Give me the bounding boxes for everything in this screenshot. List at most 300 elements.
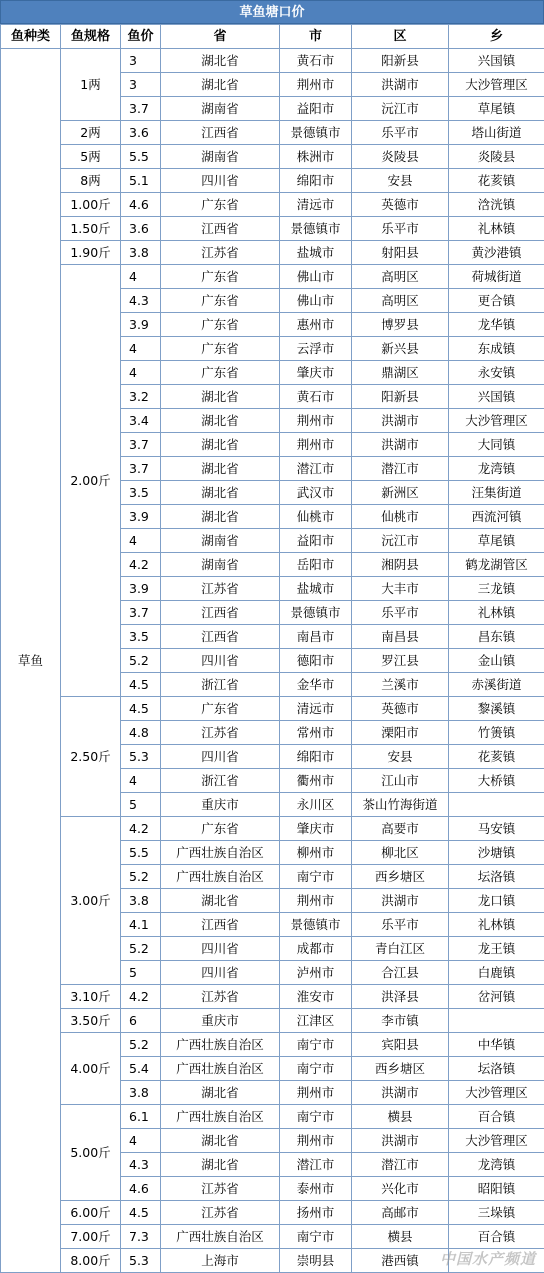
district-cell: 宾阳县: [352, 1033, 449, 1057]
district-cell: 合江县: [352, 961, 449, 985]
town-cell: 龙湾镇: [449, 1153, 544, 1177]
city-cell: 南宁市: [280, 1033, 352, 1057]
town-cell: 黎溪镇: [449, 697, 544, 721]
district-cell: 新兴县: [352, 337, 449, 361]
district-cell: 潜江市: [352, 457, 449, 481]
district-cell: 阳新县: [352, 385, 449, 409]
town-cell: 西流河镇: [449, 505, 544, 529]
town-cell: 塔山街道: [449, 121, 544, 145]
town-cell: 草尾镇: [449, 529, 544, 553]
district-cell: 射阳县: [352, 241, 449, 265]
price-cell: 5.5: [121, 841, 161, 865]
city-cell: 南宁市: [280, 865, 352, 889]
district-cell: 青白江区: [352, 937, 449, 961]
city-cell: 荆州市: [280, 889, 352, 913]
price-cell: 3.9: [121, 313, 161, 337]
town-cell: 中华镇: [449, 1033, 544, 1057]
price-cell: 4.6: [121, 193, 161, 217]
district-cell: 英德市: [352, 193, 449, 217]
province-cell: 广西壮族自治区: [161, 865, 280, 889]
province-cell: 湖北省: [161, 1129, 280, 1153]
province-cell: 江苏省: [161, 721, 280, 745]
province-cell: 湖北省: [161, 1153, 280, 1177]
district-cell: 乐平市: [352, 121, 449, 145]
province-cell: 广西壮族自治区: [161, 1105, 280, 1129]
city-cell: 云浮市: [280, 337, 352, 361]
price-cell: 4: [121, 529, 161, 553]
district-cell: 乐平市: [352, 913, 449, 937]
town-cell: 龙口镇: [449, 889, 544, 913]
spec-cell: 2.50斤: [61, 697, 121, 817]
city-cell: 绵阳市: [280, 745, 352, 769]
province-cell: 广东省: [161, 361, 280, 385]
price-cell: 4.1: [121, 913, 161, 937]
city-cell: 荆州市: [280, 1081, 352, 1105]
town-cell: 金山镇: [449, 649, 544, 673]
province-cell: 上海市: [161, 1249, 280, 1273]
district-cell: 阳新县: [352, 49, 449, 73]
city-cell: 绵阳市: [280, 169, 352, 193]
city-cell: 扬州市: [280, 1201, 352, 1225]
province-cell: 江苏省: [161, 1177, 280, 1201]
price-cell: 5.3: [121, 1249, 161, 1273]
city-cell: 株洲市: [280, 145, 352, 169]
district-cell: 西乡塘区: [352, 865, 449, 889]
town-cell: 大桥镇: [449, 769, 544, 793]
price-cell: 5: [121, 961, 161, 985]
table-row: [1, 193, 544, 217]
province-cell: 重庆市: [161, 1009, 280, 1033]
district-cell: 高要市: [352, 817, 449, 841]
city-cell: 南昌市: [280, 625, 352, 649]
city-cell: 益阳市: [280, 97, 352, 121]
price-cell: 5.2: [121, 1033, 161, 1057]
city-cell: 潜江市: [280, 457, 352, 481]
city-cell: 永川区: [280, 793, 352, 817]
province-cell: 江苏省: [161, 241, 280, 265]
province-cell: 广东省: [161, 697, 280, 721]
table-row: [1, 241, 544, 265]
watermark-logo: 中国水产频道: [439, 1250, 536, 1268]
price-cell: 5.1: [121, 169, 161, 193]
price-cell: 4: [121, 769, 161, 793]
province-cell: 江西省: [161, 121, 280, 145]
province-cell: 广西壮族自治区: [161, 1033, 280, 1057]
spec-cell: 3.50斤: [61, 1009, 121, 1033]
town-cell: 赤溪街道: [449, 673, 544, 697]
spec-cell: 2.00斤: [61, 265, 121, 697]
district-cell: 高明区: [352, 265, 449, 289]
district-cell: 高明区: [352, 289, 449, 313]
town-cell: [449, 1009, 544, 1033]
header-province: 省: [161, 25, 280, 49]
city-cell: 潜江市: [280, 1153, 352, 1177]
city-cell: 崇明县: [280, 1249, 352, 1273]
price-cell: 4.2: [121, 553, 161, 577]
district-cell: 仙桃市: [352, 505, 449, 529]
province-cell: 江西省: [161, 913, 280, 937]
province-cell: 广西壮族自治区: [161, 1225, 280, 1249]
price-cell: 3: [121, 49, 161, 73]
district-cell: 柳北区: [352, 841, 449, 865]
spec-cell: 4.00斤: [61, 1033, 121, 1105]
town-cell: 永安镇: [449, 361, 544, 385]
district-cell: 沅江市: [352, 529, 449, 553]
town-cell: 百合镇: [449, 1105, 544, 1129]
header-town: 乡: [449, 25, 544, 49]
town-cell: 沙塘镇: [449, 841, 544, 865]
table-row: [1, 1105, 544, 1129]
price-cell: 5.2: [121, 937, 161, 961]
town-cell: 兴国镇: [449, 49, 544, 73]
city-cell: 江津区: [280, 1009, 352, 1033]
district-cell: 兰溪市: [352, 673, 449, 697]
town-cell: 坛洛镇: [449, 865, 544, 889]
province-cell: 湖北省: [161, 457, 280, 481]
spec-cell: 1.50斤: [61, 217, 121, 241]
town-cell: 龙王镇: [449, 937, 544, 961]
header-row: [1, 25, 544, 49]
table-row: [1, 985, 544, 1009]
district-cell: 湘阴县: [352, 553, 449, 577]
header-spec: 鱼规格: [61, 25, 121, 49]
city-cell: 南宁市: [280, 1105, 352, 1129]
district-cell: 洪湖市: [352, 73, 449, 97]
province-cell: 湖南省: [161, 529, 280, 553]
district-cell: 洪湖市: [352, 409, 449, 433]
district-cell: 横县: [352, 1105, 449, 1129]
province-cell: 广西壮族自治区: [161, 841, 280, 865]
city-cell: 南宁市: [280, 1057, 352, 1081]
district-cell: 炎陵县: [352, 145, 449, 169]
table-row: [1, 145, 544, 169]
city-cell: 肇庆市: [280, 361, 352, 385]
price-cell: 4: [121, 1129, 161, 1153]
table-row: [1, 1009, 544, 1033]
price-cell: 5.4: [121, 1057, 161, 1081]
price-cell: 3.8: [121, 1081, 161, 1105]
price-cell: 4.5: [121, 673, 161, 697]
table-row: [1, 217, 544, 241]
town-cell: 更合镇: [449, 289, 544, 313]
province-cell: 江西省: [161, 601, 280, 625]
city-cell: 岳阳市: [280, 553, 352, 577]
town-cell: 三垛镇: [449, 1201, 544, 1225]
city-cell: 盐城市: [280, 241, 352, 265]
city-cell: 泰州市: [280, 1177, 352, 1201]
province-cell: 湖北省: [161, 481, 280, 505]
city-cell: 惠州市: [280, 313, 352, 337]
province-cell: 四川省: [161, 169, 280, 193]
price-table: [0, 24, 544, 1273]
price-cell: 3.4: [121, 409, 161, 433]
species-cell: 草鱼: [1, 49, 61, 1273]
city-cell: 黄石市: [280, 49, 352, 73]
district-cell: 博罗县: [352, 313, 449, 337]
city-cell: 佛山市: [280, 265, 352, 289]
city-cell: 肇庆市: [280, 817, 352, 841]
province-cell: 湖南省: [161, 97, 280, 121]
town-cell: 礼林镇: [449, 601, 544, 625]
city-cell: 盐城市: [280, 577, 352, 601]
city-cell: 武汉市: [280, 481, 352, 505]
price-cell: 5.2: [121, 865, 161, 889]
district-cell: 沅江市: [352, 97, 449, 121]
city-cell: 景德镇市: [280, 601, 352, 625]
district-cell: 溧阳市: [352, 721, 449, 745]
spec-cell: 5.00斤: [61, 1105, 121, 1201]
city-cell: 荆州市: [280, 1129, 352, 1153]
price-cell: 4.8: [121, 721, 161, 745]
price-cell: 4.3: [121, 289, 161, 313]
city-cell: 南宁市: [280, 1225, 352, 1249]
district-cell: 潜江市: [352, 1153, 449, 1177]
district-cell: 鼎湖区: [352, 361, 449, 385]
district-cell: 茶山竹海街道: [352, 793, 449, 817]
district-cell: 横县: [352, 1225, 449, 1249]
table-row: [1, 169, 544, 193]
province-cell: 湖南省: [161, 553, 280, 577]
town-cell: 竹箦镇: [449, 721, 544, 745]
price-cell: 4.6: [121, 1177, 161, 1201]
town-cell: 汪集街道: [449, 481, 544, 505]
spec-cell: 7.00斤: [61, 1225, 121, 1249]
district-cell: 江山市: [352, 769, 449, 793]
district-cell: 洪泽县: [352, 985, 449, 1009]
price-cell: 3.8: [121, 241, 161, 265]
town-cell: 大同镇: [449, 433, 544, 457]
table-row: [1, 49, 544, 73]
price-cell: 4.2: [121, 985, 161, 1009]
price-cell: 4.2: [121, 817, 161, 841]
price-cell: 3.7: [121, 97, 161, 121]
city-cell: 景德镇市: [280, 217, 352, 241]
town-cell: 白鹿镇: [449, 961, 544, 985]
header-city: 市: [280, 25, 352, 49]
province-cell: 广东省: [161, 193, 280, 217]
city-cell: 成都市: [280, 937, 352, 961]
district-cell: 港西镇: [352, 1249, 449, 1273]
spec-cell: 8.00斤: [61, 1249, 121, 1273]
header-district: 区: [352, 25, 449, 49]
district-cell: 新洲区: [352, 481, 449, 505]
province-cell: 广东省: [161, 265, 280, 289]
spec-cell: 1.90斤: [61, 241, 121, 265]
price-cell: 4.5: [121, 1201, 161, 1225]
price-cell: 3: [121, 73, 161, 97]
town-cell: 兴国镇: [449, 385, 544, 409]
price-cell: 5.2: [121, 649, 161, 673]
province-cell: 江苏省: [161, 1201, 280, 1225]
province-cell: 浙江省: [161, 673, 280, 697]
province-cell: 广东省: [161, 817, 280, 841]
town-cell: 浛洸镇: [449, 193, 544, 217]
district-cell: 高邮市: [352, 1201, 449, 1225]
province-cell: 四川省: [161, 961, 280, 985]
price-cell: 3.6: [121, 217, 161, 241]
district-cell: 南昌县: [352, 625, 449, 649]
town-cell: 大沙管理区: [449, 409, 544, 433]
town-cell: 龙华镇: [449, 313, 544, 337]
city-cell: 常州市: [280, 721, 352, 745]
town-cell: 大沙管理区: [449, 1081, 544, 1105]
header-species: 鱼种类: [1, 25, 61, 49]
city-cell: 泸州市: [280, 961, 352, 985]
spec-cell: 3.00斤: [61, 817, 121, 985]
district-cell: 洪湖市: [352, 433, 449, 457]
town-cell: 坛洛镇: [449, 1057, 544, 1081]
province-cell: 四川省: [161, 937, 280, 961]
table-row: [1, 1033, 544, 1057]
price-cell: 3.9: [121, 577, 161, 601]
district-cell: 乐平市: [352, 601, 449, 625]
province-cell: 江苏省: [161, 577, 280, 601]
price-cell: 4.3: [121, 1153, 161, 1177]
city-cell: 淮安市: [280, 985, 352, 1009]
town-cell: 礼林镇: [449, 217, 544, 241]
table-row: [1, 697, 544, 721]
city-cell: 益阳市: [280, 529, 352, 553]
province-cell: 广东省: [161, 313, 280, 337]
town-cell: 大沙管理区: [449, 1129, 544, 1153]
province-cell: 湖北省: [161, 505, 280, 529]
price-cell: 3.7: [121, 601, 161, 625]
price-cell: 3.7: [121, 457, 161, 481]
town-cell: 昌东镇: [449, 625, 544, 649]
province-cell: 江苏省: [161, 985, 280, 1009]
price-cell: 3.8: [121, 889, 161, 913]
province-cell: 湖北省: [161, 385, 280, 409]
price-cell: 3.5: [121, 481, 161, 505]
province-cell: 广东省: [161, 289, 280, 313]
town-cell: 百合镇: [449, 1225, 544, 1249]
province-cell: 四川省: [161, 745, 280, 769]
spec-cell: 1.00斤: [61, 193, 121, 217]
price-cell: 5.3: [121, 745, 161, 769]
table-title: 草鱼塘口价: [0, 0, 544, 24]
spec-cell: 2两: [61, 121, 121, 145]
price-cell: 3.9: [121, 505, 161, 529]
city-cell: 景德镇市: [280, 913, 352, 937]
price-cell: 4: [121, 337, 161, 361]
province-cell: 湖北省: [161, 433, 280, 457]
city-cell: 清远市: [280, 697, 352, 721]
table-body: [1, 49, 544, 1273]
spec-cell: 1两: [61, 49, 121, 121]
province-cell: 湖北省: [161, 889, 280, 913]
town-cell: 昭阳镇: [449, 1177, 544, 1201]
town-cell: 马安镇: [449, 817, 544, 841]
province-cell: 湖北省: [161, 73, 280, 97]
city-cell: 衢州市: [280, 769, 352, 793]
spec-cell: 6.00斤: [61, 1201, 121, 1225]
spec-cell: 3.10斤: [61, 985, 121, 1009]
district-cell: 李市镇: [352, 1009, 449, 1033]
city-cell: 荆州市: [280, 433, 352, 457]
spec-cell: 5两: [61, 145, 121, 169]
city-cell: 荆州市: [280, 73, 352, 97]
district-cell: 大丰市: [352, 577, 449, 601]
table-row: [1, 121, 544, 145]
town-cell: 三龙镇: [449, 577, 544, 601]
province-cell: 四川省: [161, 649, 280, 673]
price-cell: 4: [121, 265, 161, 289]
district-cell: 兴化市: [352, 1177, 449, 1201]
district-cell: 洪湖市: [352, 1129, 449, 1153]
province-cell: 重庆市: [161, 793, 280, 817]
town-cell: [449, 793, 544, 817]
town-cell: 炎陵县: [449, 145, 544, 169]
town-cell: 东成镇: [449, 337, 544, 361]
province-cell: 湖北省: [161, 49, 280, 73]
city-cell: 柳州市: [280, 841, 352, 865]
city-cell: 荆州市: [280, 409, 352, 433]
province-cell: 湖北省: [161, 1081, 280, 1105]
city-cell: 德阳市: [280, 649, 352, 673]
province-cell: 江西省: [161, 217, 280, 241]
price-cell: 4: [121, 361, 161, 385]
town-cell: 花荄镇: [449, 169, 544, 193]
town-cell: 荷城街道: [449, 265, 544, 289]
table-row: [1, 1201, 544, 1225]
district-cell: 洪湖市: [352, 1081, 449, 1105]
town-cell: 岔河镇: [449, 985, 544, 1009]
district-cell: 洪湖市: [352, 889, 449, 913]
price-cell: 3.2: [121, 385, 161, 409]
town-cell: 黄沙港镇: [449, 241, 544, 265]
price-cell: 3.5: [121, 625, 161, 649]
city-cell: 景德镇市: [280, 121, 352, 145]
district-cell: 西乡塘区: [352, 1057, 449, 1081]
district-cell: 乐平市: [352, 217, 449, 241]
town-cell: 草尾镇: [449, 97, 544, 121]
city-cell: 仙桃市: [280, 505, 352, 529]
price-cell: 3.6: [121, 121, 161, 145]
city-cell: 黄石市: [280, 385, 352, 409]
province-cell: 广东省: [161, 337, 280, 361]
price-table-container: [0, 24, 544, 1273]
price-cell: 4.5: [121, 697, 161, 721]
table-row: [1, 1225, 544, 1249]
district-cell: 罗江县: [352, 649, 449, 673]
town-cell: 礼林镇: [449, 913, 544, 937]
district-cell: 安县: [352, 169, 449, 193]
city-cell: 清远市: [280, 193, 352, 217]
province-cell: 湖北省: [161, 409, 280, 433]
city-cell: 金华市: [280, 673, 352, 697]
price-cell: 6: [121, 1009, 161, 1033]
header-price: 鱼价: [121, 25, 161, 49]
table-row: [1, 817, 544, 841]
town-cell: 鹤龙湖管区: [449, 553, 544, 577]
spec-cell: 8两: [61, 169, 121, 193]
table-row: [1, 265, 544, 289]
price-cell: 7.3: [121, 1225, 161, 1249]
province-cell: 广西壮族自治区: [161, 1057, 280, 1081]
price-cell: 6.1: [121, 1105, 161, 1129]
town-cell: 龙湾镇: [449, 457, 544, 481]
city-cell: 佛山市: [280, 289, 352, 313]
town-cell: 花荄镇: [449, 745, 544, 769]
district-cell: 安县: [352, 745, 449, 769]
town-cell: 大沙管理区: [449, 73, 544, 97]
district-cell: 英德市: [352, 697, 449, 721]
price-cell: 5.5: [121, 145, 161, 169]
province-cell: 江西省: [161, 625, 280, 649]
province-cell: 浙江省: [161, 769, 280, 793]
province-cell: 湖南省: [161, 145, 280, 169]
price-cell: 5: [121, 793, 161, 817]
